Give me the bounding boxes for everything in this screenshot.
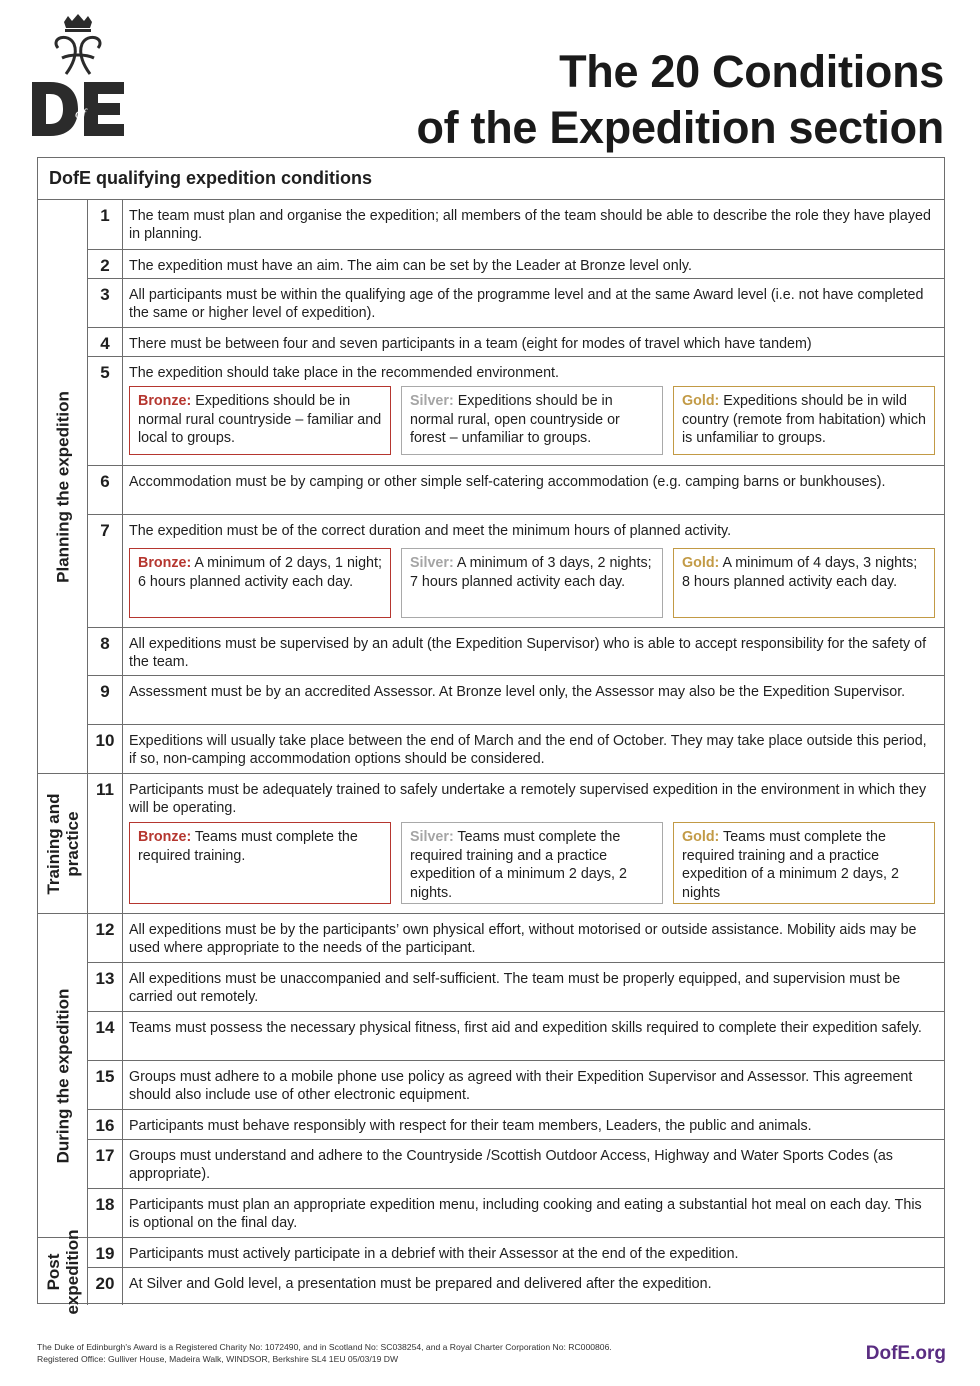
logo-of-text: of xyxy=(75,107,86,122)
condition-text: The expedition must be of the correct duration and meet the minimum hours of planned activity. xyxy=(129,523,732,539)
crown-cypher-icon xyxy=(28,14,128,138)
condition-row-13 xyxy=(88,963,944,1012)
condition-number: 2 xyxy=(88,250,123,278)
condition-number: 6 xyxy=(88,466,123,514)
title-line-1: The 20 Conditions xyxy=(559,46,944,97)
bronze-box xyxy=(129,386,391,455)
condition-row-5 xyxy=(88,357,944,466)
bronze-text: Teams must complete the required training. xyxy=(138,829,358,864)
condition-row-11 xyxy=(88,774,944,914)
condition-number: 11 xyxy=(88,774,123,913)
condition-text: Teams must possess the necessary physical fitness, first aid and expedition skills required to complete their expedition safely. xyxy=(129,1020,922,1036)
condition-row-7 xyxy=(88,515,944,628)
condition-number: 13 xyxy=(88,963,123,1011)
section-label-training xyxy=(44,793,82,894)
condition-text: Participants must plan an appropriate expedition menu, including cooking and eating a substantial hot meal on each day. This is optional on the final day. xyxy=(129,1197,922,1231)
conditions-table xyxy=(37,157,945,1315)
condition-row-1 xyxy=(88,200,944,250)
footer-line-2: Registered Office: Gulliver House, Madeira Walk, WINDSOR, Berkshire SL4 1EU 05/03/19 DW xyxy=(37,1354,399,1364)
gold-text: A minimum of 4 days, 3 nights; 8 hours planned activity each day. xyxy=(682,555,918,590)
gold-label: Gold: xyxy=(682,555,720,571)
gold-label: Gold: xyxy=(682,829,720,845)
condition-text: Groups must adhere to a mobile phone use policy as agreed with their Expedition Supervisor and Assessor. This agreement should also include use of other electronic equipment. xyxy=(129,1069,913,1103)
section-label-training-line2: practice xyxy=(62,810,82,877)
condition-row-8 xyxy=(88,628,944,676)
condition-row-17 xyxy=(88,1140,944,1189)
gold-label: Gold: xyxy=(682,393,720,409)
condition-text: The expedition must have an aim. The aim can be set by the Leader at Bronze level only. xyxy=(129,258,692,274)
condition-text: All expeditions must be unaccompanied and self-sufficient. The team must be properly equipped, and supervision must be carried out remotely. xyxy=(129,971,901,1005)
condition-number: 1 xyxy=(88,200,123,249)
silver-text: Teams must complete the required training and a practice expedition of a minimum 2 days, 2 nights. xyxy=(410,829,627,901)
condition-text: Expeditions will usually take place between the end of March and the end of October. They may take place outside this period, if so, non-camping accommodation options should be considered. xyxy=(129,733,927,767)
bronze-text: A minimum of 2 days, 1 night; 6 hours planned activity each day. xyxy=(138,555,382,590)
condition-row-10 xyxy=(88,725,944,774)
gold-box xyxy=(673,386,935,455)
section-planning xyxy=(38,200,88,774)
condition-text: All participants must be within the qualifying age of the programme level and at the same Award level (i.e. not have completed the same or higher level of expedition). xyxy=(129,287,924,321)
condition-number: 5 xyxy=(88,357,123,465)
dofe-website-link[interactable]: DofE.org xyxy=(865,1343,946,1364)
section-training xyxy=(38,774,88,914)
condition-text: All expeditions must be supervised by an adult (the Expedition Supervisor) who is able to accept responsibility for the safety of the team. xyxy=(129,636,927,670)
condition-number: 8 xyxy=(88,628,123,675)
condition-row-18 xyxy=(88,1189,944,1238)
silver-text: Expeditions should be in normal rural, open countryside or forest – unfamiliar to groups. xyxy=(410,393,620,446)
condition-number: 16 xyxy=(88,1110,123,1139)
condition-row-9 xyxy=(88,676,944,725)
section-label-training-line1: Training and xyxy=(43,792,63,895)
condition-text: At Silver and Gold level, a presentation must be prepared and delivered after the expedition. xyxy=(129,1276,712,1292)
bronze-label: Bronze: xyxy=(138,829,192,845)
level-boxes xyxy=(129,548,935,618)
bronze-label: Bronze: xyxy=(138,393,192,409)
gold-box xyxy=(673,548,935,618)
silver-label: Silver: xyxy=(410,555,454,571)
condition-row-16 xyxy=(88,1110,944,1140)
silver-text: A minimum of 3 days, 2 nights; 7 hours planned activity each day. xyxy=(410,555,652,590)
section-post xyxy=(38,1228,88,1315)
condition-text: Assessment must be by an accredited Assessor. At Bronze level only, the Assessor may also be the Expedition Supervisor. xyxy=(129,684,906,700)
condition-row-2 xyxy=(88,250,944,279)
silver-label: Silver: xyxy=(410,829,454,845)
silver-box xyxy=(401,822,663,904)
silver-box xyxy=(401,548,663,618)
section-label-planning: Planning the expedition xyxy=(53,390,72,583)
condition-number: 7 xyxy=(88,515,123,627)
footer-line-1: The Duke of Edinburgh's Award is a Registered Charity No: 1072490, and in Scotland No: SC038254, and a Royal Charter Corporation No: RC000806. xyxy=(37,1342,612,1352)
silver-label: Silver: xyxy=(410,393,454,409)
condition-text: Participants must be adequately trained to safely undertake a remotely supervised expedition in the environment in which they will be operating. xyxy=(129,782,927,816)
level-boxes xyxy=(129,386,935,455)
condition-text: The team must plan and organise the expedition; all members of the team should be able to describe the role they have played in planning. xyxy=(129,208,931,242)
condition-number: 19 xyxy=(88,1238,123,1267)
bronze-label: Bronze: xyxy=(138,555,192,571)
condition-number: 9 xyxy=(88,676,123,724)
condition-row-6 xyxy=(88,466,944,515)
condition-number: 10 xyxy=(88,725,123,773)
section-label-post-line2: expedition xyxy=(62,1228,82,1315)
condition-number: 4 xyxy=(88,328,123,356)
bronze-box xyxy=(129,822,391,904)
gold-text: Teams must complete the required training and a practice expedition of a minimum 2 days, 2 nights xyxy=(682,829,899,901)
table-heading: DofE qualifying expedition conditions xyxy=(38,158,944,200)
condition-row-14 xyxy=(88,1012,944,1061)
silver-box xyxy=(401,386,663,455)
condition-text: Participants must actively participate in a debrief with their Assessor at the end of the expedition. xyxy=(129,1246,739,1262)
bronze-box xyxy=(129,548,391,618)
condition-text: Accommodation must be by camping or other simple self-catering accommodation (e.g. camping barns or bunkhouses). xyxy=(129,474,886,490)
condition-row-12 xyxy=(88,914,944,963)
condition-number: 18 xyxy=(88,1189,123,1237)
condition-text: Participants must behave responsibly with respect for their team members, Leaders, the public and animals. xyxy=(129,1118,812,1134)
level-boxes xyxy=(129,822,935,904)
condition-text: All expeditions must be by the participants’ own physical effort, without motorised or outside assistance. Mobility aids may be used where appropriate to the needs of the participant. xyxy=(129,922,917,956)
condition-number: 14 xyxy=(88,1012,123,1060)
condition-row-20 xyxy=(88,1268,944,1305)
condition-number: 12 xyxy=(88,914,123,962)
condition-text: Groups must understand and adhere to the Countryside /Scottish Outdoor Access, Highway and Water Sports Codes (as appropriate). xyxy=(129,1148,893,1182)
condition-number: 15 xyxy=(88,1061,123,1109)
section-label-post-line1: Post xyxy=(43,1253,63,1290)
dofe-logo xyxy=(28,14,128,138)
condition-text: The expedition should take place in the recommended environment. xyxy=(129,365,559,381)
section-during xyxy=(38,914,88,1238)
condition-row-15 xyxy=(88,1061,944,1110)
section-label-post xyxy=(44,1229,82,1314)
section-label-during: During the expedition xyxy=(53,988,72,1163)
condition-row-3 xyxy=(88,279,944,328)
condition-number: 3 xyxy=(88,279,123,327)
condition-row-4 xyxy=(88,328,944,357)
gold-text: Expeditions should be in wild country (remote from habitation) which is unfamiliar to groups. xyxy=(682,393,926,446)
condition-row-19 xyxy=(88,1238,944,1268)
title-line-2: of the Expedition section xyxy=(416,102,944,153)
condition-text: There must be between four and seven participants in a team (eight for modes of travel which have tandem) xyxy=(129,336,812,352)
condition-number: 20 xyxy=(88,1268,123,1305)
bronze-text: Expeditions should be in normal rural countryside – familiar and local to groups. xyxy=(138,393,382,446)
gold-box xyxy=(673,822,935,904)
footer-legal xyxy=(37,1341,612,1365)
condition-number: 17 xyxy=(88,1140,123,1188)
page-title xyxy=(416,44,944,156)
